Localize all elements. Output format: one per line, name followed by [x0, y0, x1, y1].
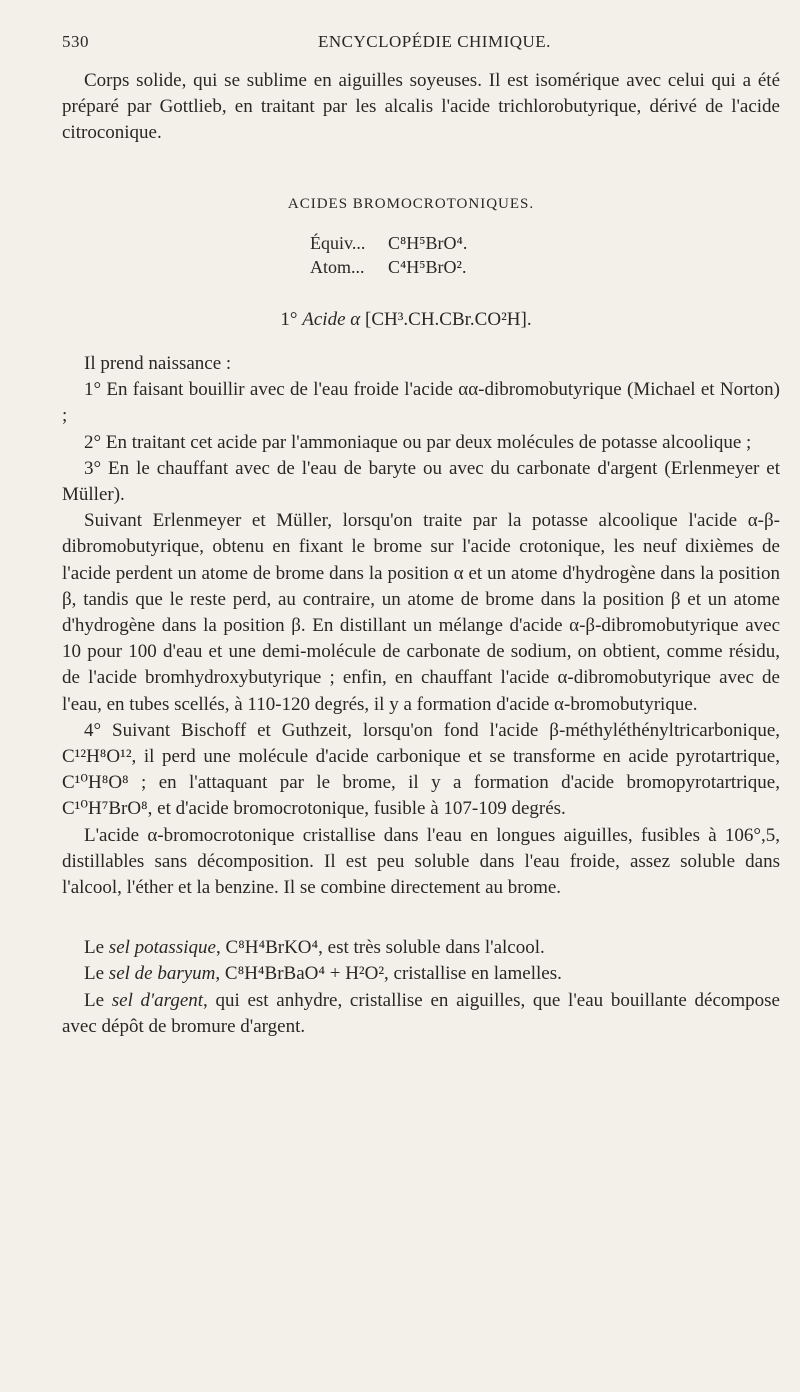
formula-row-atom: [310, 255, 780, 279]
subsection-title: [62, 307, 780, 333]
salt-paragraph: [62, 988, 780, 1040]
salt-description: , C⁸H⁴BrBaO⁴ + H²O², cristallise en lamelles.: [215, 963, 562, 985]
paragraph: 1° En faisant bouillir avec de l'eau froide l'acide αα-dibromobutyrique (Michael et Norton) ;: [62, 379, 780, 427]
body-text: [62, 68, 780, 1040]
salt-name: sel de baryum: [108, 963, 216, 985]
salt-paragraph: [62, 961, 780, 987]
salts-list: [62, 935, 780, 1040]
paragraph: L'acide α-bromocrotonique cristallise dans l'eau en longues aiguilles, fusibles à 106°,5, distillables sans décomposition. Il est peu soluble dans l'eau froide, assez soluble dans l'alcool, l'éther et la benzine. Il se combine directement au brome.: [62, 824, 780, 899]
salt-description: , C⁸H⁴BrKO⁴, est très soluble dans l'alcool.: [215, 937, 545, 959]
paragraph: 4° Suivant Bischoff et Guthzeit, lorsqu'on fond l'acide β-méthyléthényltricarbonique, C¹²H⁸O¹², il perd une molécule d'acide carbonique et se transforme en acide pyrotartrique, C¹⁰H⁸O⁸ ; en l'attaquant par le brome, il y a formation d'acide bromopyrotartrique, C¹⁰H⁷BrO⁸, et d'acide bromocrotonique, fusible à 107-109 degrés.: [62, 719, 780, 820]
formula-block: [310, 231, 780, 279]
formula-label: Atom...: [310, 256, 365, 277]
intro-paragraph: Corps solide, qui se sublime en aiguilles soyeuses. Il est isomérique avec celui qui a été préparé par Gottlieb, en traitant par les alcalis l'acide trichlorobutyrique, dérivé de l'acide citroconique.: [62, 70, 780, 144]
formula-row-equiv: [310, 231, 780, 255]
salt-prefix: Le: [84, 937, 109, 959]
paragraph: 3° En le chauffant avec de l'eau de baryte ou avec du carbonate d'argent (Erlenmeyer et Müller).: [62, 457, 780, 506]
subsection-formula: [CH³.CH.CBr.CO²H].: [365, 308, 532, 330]
running-header: [62, 32, 780, 56]
subsection-name: Acide α: [302, 308, 361, 330]
salt-description: , qui est anhydre, cristallise en aiguilles, que l'eau bouillante décompose avec dépôt de bromure d'argent.: [62, 989, 780, 1037]
formula-value: C⁸H⁵BrO⁴.: [388, 232, 468, 253]
salt-name: sel d'argent: [111, 989, 204, 1011]
formula-label: Équiv...: [310, 232, 366, 253]
salt-paragraph: [62, 935, 780, 961]
section-title: ACIDES BROMOCROTONIQUES.: [287, 195, 535, 212]
paragraph: 2° En traitant cet acide par l'ammoniaque ou par deux molécules de potasse alcoolique ;: [84, 431, 752, 453]
salt-prefix: Le: [84, 963, 109, 985]
running-title: ENCYCLOPÉDIE CHIMIQUE.: [318, 32, 551, 51]
formula-value: C⁴H⁵BrO².: [388, 256, 467, 277]
paragraph: Il prend naissance :: [84, 353, 232, 375]
paragraph: Suivant Erlenmeyer et Müller, lorsqu'on traite par la potasse alcoolique l'acide α-β-dibromobutyrique, obtenu en fixant le brome sur l'acide crotonique, les neuf dixièmes de l'acide perdent un atome de brome dans la position α et un atome d'hydrogène dans la position β, tandis que le reste perd, au contraire, un atome de brome dans la position β et un atome d'hydrogène dans la position β. En distillant un mélange d'acide α-β-dibromobutyrique avec 10 pour 100 d'eau et une demi-molécule de carbonate de sodium, on obtient, comme résidu, de l'acide bromhydroxybutyrique ; enfin, en chauffant l'acide α-dibromobutyrique avec de l'eau, en tubes scellés, à 110-120 degrés, il y a formation d'acide α-bromobutyrique.: [62, 510, 780, 715]
page-number: 530: [62, 32, 89, 51]
subsection-number: 1°: [280, 308, 298, 330]
salt-prefix: Le: [84, 989, 112, 1011]
salt-name: sel potassique: [108, 937, 216, 959]
